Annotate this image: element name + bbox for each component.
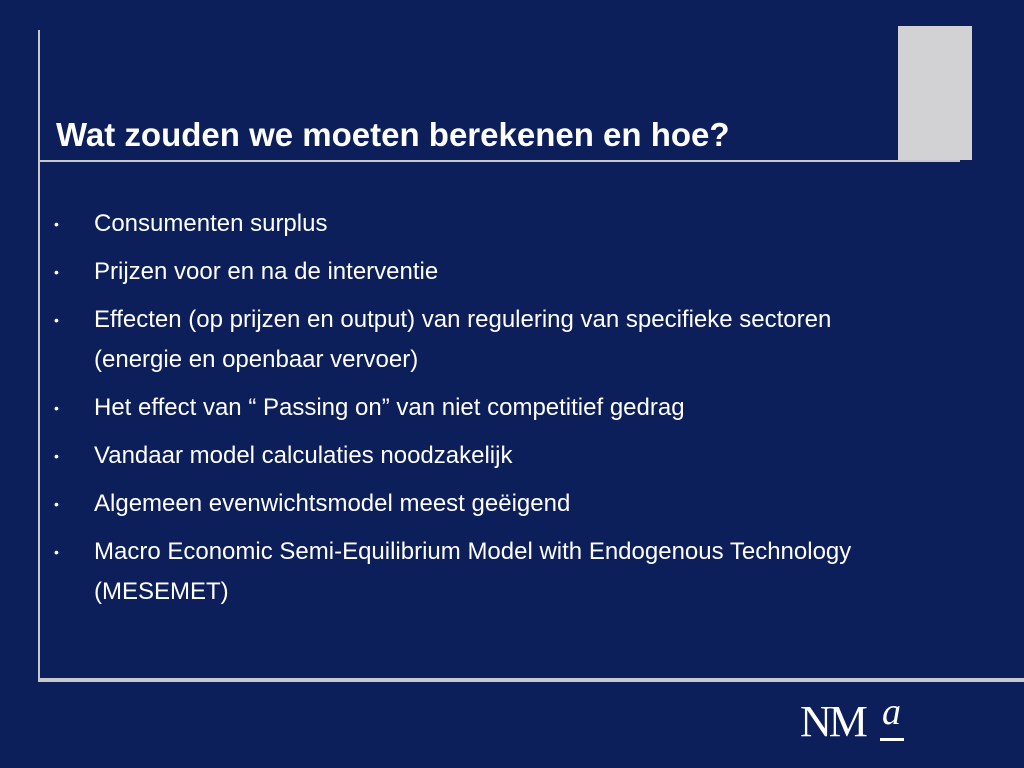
left-vertical-rule (38, 30, 40, 682)
bullet-item (54, 252, 854, 292)
logo-main-text: NM (800, 697, 865, 746)
bullet-dot-icon: • (54, 216, 59, 232)
bullet-item (54, 388, 854, 428)
bullet-text: Prijzen voor en na de interventie (94, 258, 439, 285)
bullet-text: Algemeen evenwichtsmodel meest geëigend (94, 490, 571, 517)
bullet-dot-icon: • (54, 264, 59, 280)
slide-title: Wat zouden we moeten berekenen en hoe? (56, 116, 730, 153)
bullet-item (54, 300, 854, 380)
bullet-text: Het effect van “ Passing on” van niet competitief gedrag (94, 394, 685, 421)
bullet-item (54, 532, 854, 612)
bullet-dot-icon: • (54, 312, 59, 328)
bullet-dot-icon: • (54, 448, 59, 464)
bullet-dot-icon: • (54, 544, 59, 560)
corner-accent-block (898, 26, 972, 160)
bullet-item (54, 204, 854, 244)
bullet-text: Macro Economic Semi-Equilibrium Model with Endogenous Technology (MESEMET) (94, 538, 852, 605)
nma-logo (800, 692, 920, 752)
bullet-list (54, 204, 854, 620)
bullet-dot-icon: • (54, 400, 59, 416)
bottom-rule (40, 678, 1024, 682)
bullet-text: Effecten (op prijzen en output) van regulering van specifieke sectoren (energie en openbaar vervoer) (94, 306, 832, 373)
bullet-text: Consumenten surplus (94, 210, 328, 237)
bullet-item (54, 436, 854, 476)
bullet-dot-icon: • (54, 496, 59, 512)
bullet-item (54, 484, 854, 524)
title-underline-rule (40, 160, 960, 162)
logo-super-text: a (882, 691, 901, 733)
bullet-text: Vandaar model calculaties noodzakelijk (94, 442, 513, 469)
logo-underline (880, 738, 904, 741)
